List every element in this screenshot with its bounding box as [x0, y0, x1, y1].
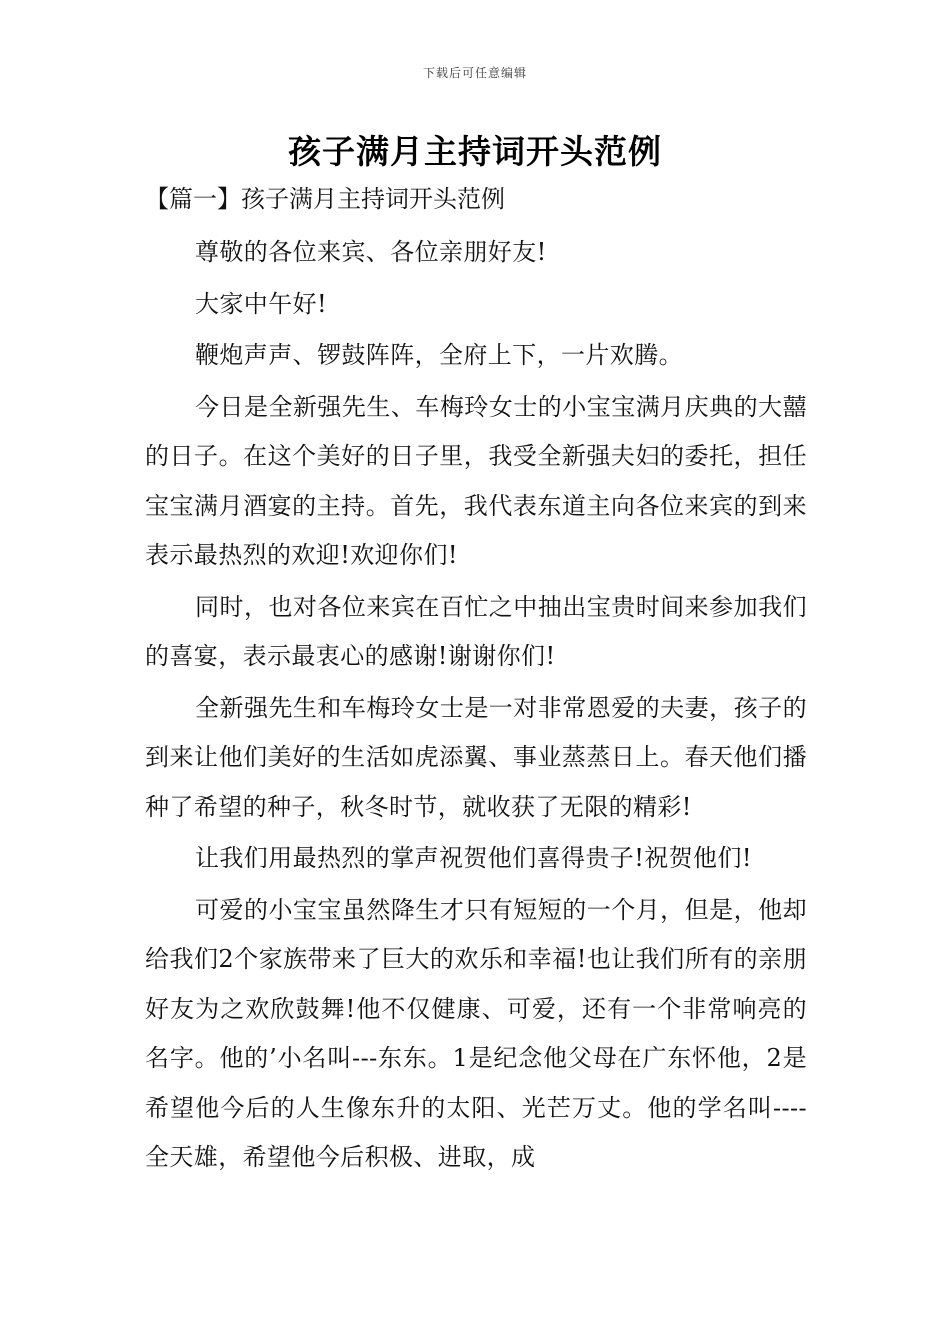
paragraph-thanks: 同时，也对各位来宾在百忙之中抽出宝贵时间来参加我们的喜宴，表示最衷心的感谢!谢谢你们!: [145, 592, 807, 670]
paragraph-firecrackers: 鞭炮声声、锣鼓阵阵，全府上下，一片欢腾。: [195, 341, 683, 369]
paragraph-welcome: 今日是全新强先生、车梅玲女士的小宝宝满月庆典的大囍的日子。在这个美好的日子里，我受全新强夫妇的委托，担任宝宝满月酒宴的主持。首先，我代表东道主向各位来宾的到来表示最热烈的欢迎!欢迎你们!: [145, 392, 807, 569]
paragraph-applause: 让我们用最热烈的掌声祝贺他们喜得贵子!祝贺他们!: [195, 844, 752, 872]
paragraph-couple: 全新强先生和车梅玲女士是一对非常恩爱的夫妻，孩子的到来让他们美好的生活如虎添翼、事业蒸蒸日上。春天他们播种了希望的种子，秋冬时节，就收获了无限的精彩!: [145, 693, 807, 821]
document-body: [145, 228, 807, 1185]
section-heading: 【篇一】孩子满月主持词开头范例: [145, 185, 505, 213]
paragraph-baby: 可爱的小宝宝虽然降生才只有短短的一个月，但是，他却给我们2个家族带来了巨大的欢乐和幸福!也让我们所有的亲朋好友为之欢欣鼓舞!他不仅健康、可爱，还有一个非常响亮的名字。他的’小名叫---东东。1是纪念他父母在广东怀他，2是希望他今后的人生像东升的太阳、光芒万丈。他的学名叫----全天雄，希望他今后积极、进取，成: [145, 895, 807, 1171]
header-note: 下载后可任意编辑: [422, 66, 527, 80]
paragraph-greeting: 尊敬的各位来宾、各位亲朋好友!: [195, 238, 547, 266]
paragraph-good-afternoon: 大家中午好!: [195, 289, 328, 318]
document-title: 孩子满月主持词开头范例: [288, 132, 662, 171]
